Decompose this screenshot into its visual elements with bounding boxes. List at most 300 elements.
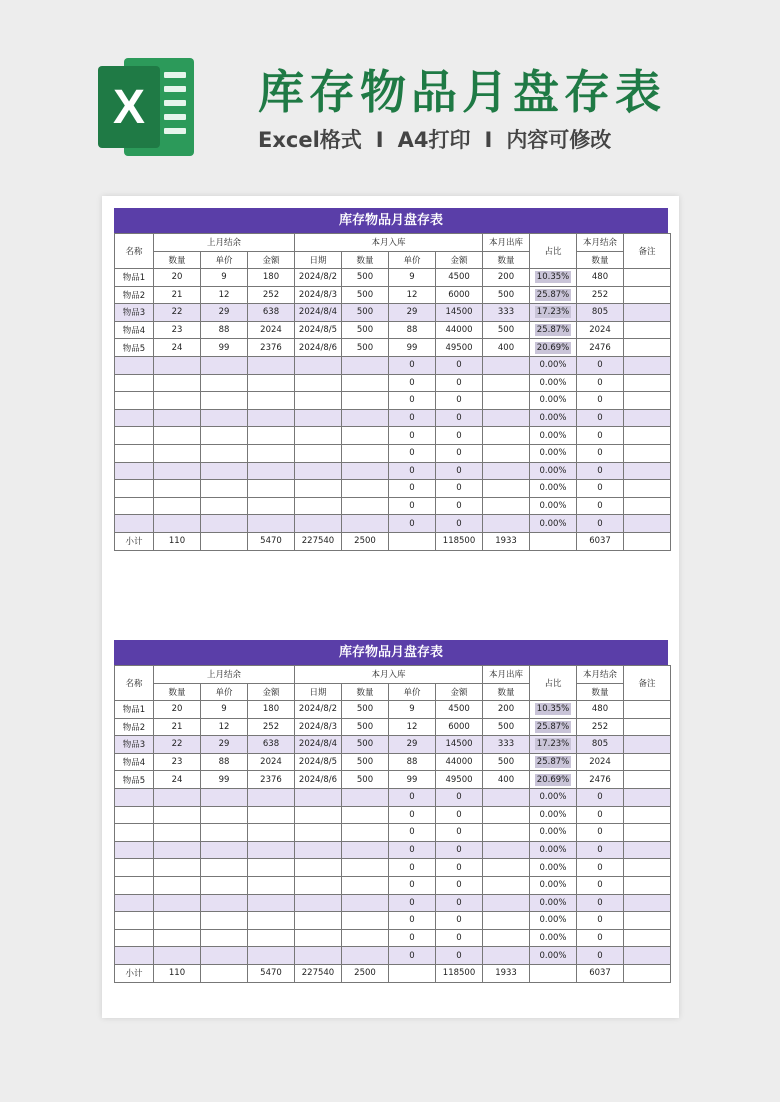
table-cell[interactable] — [154, 515, 201, 533]
table-cell[interactable] — [154, 859, 201, 877]
table-cell[interactable] — [530, 392, 577, 410]
table-cell[interactable] — [624, 286, 671, 304]
table-cell[interactable]: 0 — [577, 876, 624, 894]
table-cell[interactable]: 0 — [389, 409, 436, 427]
table-cell[interactable]: 2024 — [248, 753, 295, 771]
table-cell[interactable] — [530, 497, 577, 515]
table-cell[interactable]: 0 — [389, 806, 436, 824]
table-cell[interactable]: 49500 — [436, 771, 483, 789]
table-cell[interactable] — [342, 356, 389, 374]
table-cell[interactable] — [295, 444, 342, 462]
table-cell[interactable] — [530, 788, 577, 806]
table-cell[interactable]: 21 — [154, 286, 201, 304]
table-cell[interactable] — [154, 497, 201, 515]
table-cell[interactable] — [248, 894, 295, 912]
table-cell[interactable]: 0 — [577, 806, 624, 824]
table-cell[interactable] — [530, 912, 577, 930]
table-cell[interactable]: 29 — [389, 304, 436, 322]
table-cell[interactable]: 14500 — [436, 304, 483, 322]
table-cell[interactable] — [624, 444, 671, 462]
table-cell[interactable] — [530, 718, 577, 736]
table-cell[interactable] — [624, 841, 671, 859]
table-cell[interactable] — [624, 462, 671, 480]
table-cell[interactable] — [483, 876, 530, 894]
table-cell[interactable] — [530, 339, 577, 357]
table-cell[interactable]: 0 — [577, 894, 624, 912]
table-cell[interactable]: 2024/8/5 — [295, 321, 342, 339]
table-cell[interactable]: 29 — [389, 736, 436, 754]
table-cell[interactable] — [154, 806, 201, 824]
table-cell[interactable]: 22 — [154, 304, 201, 322]
table-cell[interactable] — [154, 409, 201, 427]
table-cell[interactable]: 0 — [389, 374, 436, 392]
table-cell[interactable] — [342, 894, 389, 912]
table-cell[interactable] — [624, 929, 671, 947]
table-cell[interactable]: 0 — [389, 788, 436, 806]
table-cell[interactable]: 2376 — [248, 339, 295, 357]
table-cell[interactable]: 物品5 — [115, 339, 154, 357]
table-cell[interactable]: 2476 — [577, 771, 624, 789]
table-cell[interactable]: 0 — [389, 876, 436, 894]
table-cell[interactable]: 物品2 — [115, 718, 154, 736]
table-cell[interactable] — [624, 497, 671, 515]
table-cell[interactable]: 0 — [577, 462, 624, 480]
table-cell[interactable] — [248, 806, 295, 824]
table-cell[interactable] — [530, 374, 577, 392]
table-cell[interactable]: 9 — [201, 701, 248, 719]
table-cell[interactable]: 6037 — [577, 532, 624, 550]
table-cell[interactable]: 252 — [248, 718, 295, 736]
table-cell[interactable] — [295, 427, 342, 445]
table-cell[interactable]: 0 — [436, 409, 483, 427]
table-cell[interactable] — [342, 515, 389, 533]
table-cell[interactable] — [624, 339, 671, 357]
table-cell[interactable] — [201, 894, 248, 912]
table-cell[interactable]: 0 — [389, 859, 436, 877]
table-cell[interactable] — [342, 392, 389, 410]
table-cell[interactable]: 0 — [389, 356, 436, 374]
table-cell[interactable] — [201, 392, 248, 410]
table-cell[interactable] — [154, 356, 201, 374]
table-cell[interactable] — [530, 304, 577, 322]
table-cell[interactable]: 805 — [577, 304, 624, 322]
table-cell[interactable]: 0 — [577, 374, 624, 392]
table-cell[interactable] — [624, 409, 671, 427]
table-cell[interactable] — [342, 427, 389, 445]
table-cell[interactable] — [201, 929, 248, 947]
table-cell[interactable]: 88 — [201, 753, 248, 771]
table-cell[interactable]: 9 — [389, 269, 436, 287]
table-cell[interactable] — [624, 824, 671, 842]
table-cell[interactable] — [295, 374, 342, 392]
table-cell[interactable]: 0 — [436, 392, 483, 410]
table-cell[interactable]: 0 — [436, 876, 483, 894]
table-cell[interactable] — [342, 409, 389, 427]
table-cell[interactable] — [154, 947, 201, 965]
table-cell[interactable]: 0 — [577, 480, 624, 498]
table-cell[interactable] — [201, 497, 248, 515]
table-cell[interactable]: 24 — [154, 339, 201, 357]
table-cell[interactable]: 0 — [389, 497, 436, 515]
table-cell[interactable]: 227540 — [295, 532, 342, 550]
table-cell[interactable] — [342, 444, 389, 462]
table-cell[interactable]: 0 — [436, 859, 483, 877]
table-cell[interactable] — [530, 771, 577, 789]
table-cell[interactable]: 180 — [248, 269, 295, 287]
table-cell[interactable]: 29 — [201, 736, 248, 754]
table-cell[interactable] — [530, 427, 577, 445]
table-cell[interactable]: 2024 — [577, 753, 624, 771]
table-cell[interactable] — [342, 374, 389, 392]
table-cell[interactable] — [154, 480, 201, 498]
table-cell[interactable]: 638 — [248, 736, 295, 754]
table-cell[interactable]: 0 — [436, 788, 483, 806]
table-cell[interactable]: 2024/8/6 — [295, 771, 342, 789]
table-cell[interactable] — [483, 515, 530, 533]
table-cell[interactable] — [483, 392, 530, 410]
table-cell[interactable]: 2024/8/3 — [295, 718, 342, 736]
table-cell[interactable] — [201, 462, 248, 480]
table-cell[interactable] — [115, 806, 154, 824]
table-cell[interactable] — [295, 947, 342, 965]
table-cell[interactable]: 1933 — [483, 964, 530, 982]
table-cell[interactable]: 0 — [436, 929, 483, 947]
table-cell[interactable] — [248, 788, 295, 806]
table-cell[interactable] — [624, 701, 671, 719]
table-cell[interactable] — [201, 824, 248, 842]
table-cell[interactable]: 24 — [154, 771, 201, 789]
table-cell[interactable] — [530, 929, 577, 947]
table-cell[interactable] — [154, 462, 201, 480]
table-cell[interactable] — [201, 859, 248, 877]
table-cell[interactable] — [248, 427, 295, 445]
table-cell[interactable] — [624, 392, 671, 410]
table-cell[interactable] — [248, 947, 295, 965]
table-cell[interactable] — [115, 392, 154, 410]
table-cell[interactable]: 0 — [577, 841, 624, 859]
table-cell[interactable] — [624, 374, 671, 392]
table-cell[interactable] — [342, 480, 389, 498]
table-cell[interactable] — [115, 894, 154, 912]
table-cell[interactable] — [201, 964, 248, 982]
table-cell[interactable] — [154, 929, 201, 947]
table-cell[interactable]: 0 — [436, 947, 483, 965]
table-cell[interactable] — [201, 841, 248, 859]
table-cell[interactable]: 88 — [389, 753, 436, 771]
table-cell[interactable] — [295, 806, 342, 824]
table-cell[interactable]: 12 — [389, 718, 436, 736]
table-cell[interactable] — [248, 929, 295, 947]
table-cell[interactable] — [624, 515, 671, 533]
table-cell[interactable] — [295, 462, 342, 480]
table-cell[interactable]: 物品1 — [115, 701, 154, 719]
table-cell[interactable] — [115, 480, 154, 498]
table-cell[interactable]: 2500 — [342, 964, 389, 982]
table-cell[interactable] — [201, 409, 248, 427]
table-cell[interactable]: 0 — [389, 894, 436, 912]
table-cell[interactable]: 500 — [342, 304, 389, 322]
table-cell[interactable]: 2024/8/3 — [295, 286, 342, 304]
table-cell[interactable]: 0 — [436, 806, 483, 824]
table-cell[interactable] — [530, 876, 577, 894]
table-cell[interactable]: 0 — [577, 947, 624, 965]
table-cell[interactable] — [530, 736, 577, 754]
table-cell[interactable] — [624, 894, 671, 912]
table-cell[interactable] — [295, 824, 342, 842]
table-cell[interactable] — [154, 894, 201, 912]
table-cell[interactable]: 物品3 — [115, 304, 154, 322]
table-cell[interactable] — [295, 480, 342, 498]
table-cell[interactable]: 333 — [483, 304, 530, 322]
table-cell[interactable]: 400 — [483, 339, 530, 357]
table-cell[interactable] — [154, 392, 201, 410]
table-cell[interactable]: 物品5 — [115, 771, 154, 789]
table-cell[interactable] — [248, 409, 295, 427]
table-cell[interactable]: 6037 — [577, 964, 624, 982]
table-cell[interactable] — [624, 480, 671, 498]
table-cell[interactable] — [248, 497, 295, 515]
table-cell[interactable]: 0 — [577, 912, 624, 930]
table-cell[interactable] — [115, 462, 154, 480]
table-cell[interactable] — [342, 929, 389, 947]
table-cell[interactable]: 0 — [436, 427, 483, 445]
table-cell[interactable] — [624, 947, 671, 965]
table-cell[interactable] — [483, 374, 530, 392]
table-cell[interactable] — [115, 841, 154, 859]
table-cell[interactable] — [115, 409, 154, 427]
table-cell[interactable] — [201, 947, 248, 965]
table-cell[interactable] — [201, 356, 248, 374]
table-cell[interactable] — [295, 788, 342, 806]
table-cell[interactable] — [295, 392, 342, 410]
table-cell[interactable] — [530, 824, 577, 842]
table-cell[interactable]: 200 — [483, 269, 530, 287]
table-cell[interactable] — [295, 894, 342, 912]
table-cell[interactable] — [624, 736, 671, 754]
table-cell[interactable] — [530, 753, 577, 771]
table-cell[interactable] — [624, 269, 671, 287]
table-cell[interactable]: 500 — [342, 286, 389, 304]
table-cell[interactable] — [154, 374, 201, 392]
table-cell[interactable]: 20 — [154, 701, 201, 719]
table-cell[interactable]: 500 — [342, 771, 389, 789]
table-cell[interactable] — [624, 788, 671, 806]
table-cell[interactable] — [624, 859, 671, 877]
table-cell[interactable]: 0 — [389, 427, 436, 445]
table-cell[interactable]: 0 — [436, 841, 483, 859]
table-cell[interactable] — [483, 806, 530, 824]
table-cell[interactable] — [342, 497, 389, 515]
table-cell[interactable] — [483, 427, 530, 445]
table-cell[interactable]: 88 — [389, 321, 436, 339]
table-cell[interactable]: 110 — [154, 964, 201, 982]
table-cell[interactable]: 9 — [201, 269, 248, 287]
table-cell[interactable] — [483, 788, 530, 806]
table-cell[interactable] — [248, 515, 295, 533]
table-cell[interactable] — [115, 788, 154, 806]
table-cell[interactable]: 99 — [389, 771, 436, 789]
table-cell[interactable]: 500 — [483, 286, 530, 304]
table-cell[interactable]: 小计 — [115, 532, 154, 550]
table-cell[interactable] — [115, 859, 154, 877]
table-cell[interactable]: 2024/8/6 — [295, 339, 342, 357]
table-cell[interactable] — [115, 515, 154, 533]
table-cell[interactable]: 480 — [577, 701, 624, 719]
table-cell[interactable]: 0 — [389, 824, 436, 842]
table-cell[interactable]: 0 — [436, 480, 483, 498]
table-cell[interactable] — [530, 515, 577, 533]
table-cell[interactable]: 400 — [483, 771, 530, 789]
table-cell[interactable] — [248, 841, 295, 859]
table-cell[interactable] — [483, 409, 530, 427]
table-cell[interactable] — [624, 806, 671, 824]
table-cell[interactable] — [115, 929, 154, 947]
table-cell[interactable]: 0 — [389, 462, 436, 480]
table-cell[interactable]: 12 — [389, 286, 436, 304]
table-cell[interactable] — [248, 462, 295, 480]
table-cell[interactable] — [248, 859, 295, 877]
table-cell[interactable]: 14500 — [436, 736, 483, 754]
table-cell[interactable] — [115, 374, 154, 392]
table-cell[interactable]: 0 — [436, 824, 483, 842]
table-cell[interactable]: 0 — [577, 515, 624, 533]
table-cell[interactable] — [483, 462, 530, 480]
table-cell[interactable] — [115, 497, 154, 515]
table-cell[interactable] — [530, 480, 577, 498]
table-cell[interactable]: 1933 — [483, 532, 530, 550]
table-cell[interactable]: 110 — [154, 532, 201, 550]
table-cell[interactable] — [295, 841, 342, 859]
table-cell[interactable]: 0 — [577, 824, 624, 842]
table-cell[interactable]: 0 — [577, 409, 624, 427]
table-cell[interactable]: 0 — [389, 392, 436, 410]
table-cell[interactable]: 2024 — [248, 321, 295, 339]
table-cell[interactable]: 252 — [248, 286, 295, 304]
table-cell[interactable] — [115, 356, 154, 374]
table-cell[interactable] — [483, 912, 530, 930]
table-cell[interactable] — [248, 392, 295, 410]
table-cell[interactable]: 500 — [342, 736, 389, 754]
table-cell[interactable] — [115, 824, 154, 842]
table-cell[interactable] — [248, 876, 295, 894]
table-cell[interactable]: 0 — [436, 444, 483, 462]
table-cell[interactable]: 物品2 — [115, 286, 154, 304]
table-cell[interactable]: 0 — [436, 462, 483, 480]
table-cell[interactable]: 12 — [201, 718, 248, 736]
table-cell[interactable] — [342, 876, 389, 894]
table-cell[interactable]: 500 — [342, 701, 389, 719]
table-cell[interactable]: 0 — [436, 912, 483, 930]
table-cell[interactable] — [624, 321, 671, 339]
table-cell[interactable]: 49500 — [436, 339, 483, 357]
table-cell[interactable] — [530, 806, 577, 824]
table-cell[interactable] — [295, 409, 342, 427]
table-cell[interactable]: 12 — [201, 286, 248, 304]
table-cell[interactable]: 500 — [342, 321, 389, 339]
table-cell[interactable] — [483, 859, 530, 877]
table-cell[interactable]: 118500 — [436, 532, 483, 550]
table-cell[interactable]: 99 — [201, 339, 248, 357]
table-cell[interactable] — [483, 841, 530, 859]
table-cell[interactable]: 0 — [577, 356, 624, 374]
table-cell[interactable] — [248, 444, 295, 462]
table-cell[interactable]: 0 — [577, 929, 624, 947]
table-cell[interactable] — [342, 806, 389, 824]
table-cell[interactable] — [624, 912, 671, 930]
table-cell[interactable] — [115, 912, 154, 930]
table-cell[interactable] — [483, 894, 530, 912]
table-cell[interactable]: 2376 — [248, 771, 295, 789]
table-cell[interactable] — [530, 894, 577, 912]
table-cell[interactable]: 500 — [483, 718, 530, 736]
table-cell[interactable]: 500 — [483, 753, 530, 771]
table-cell[interactable]: 500 — [483, 321, 530, 339]
table-cell[interactable] — [530, 964, 577, 982]
table-cell[interactable]: 物品1 — [115, 269, 154, 287]
table-cell[interactable] — [201, 912, 248, 930]
table-cell[interactable] — [530, 462, 577, 480]
table-cell[interactable]: 805 — [577, 736, 624, 754]
table-cell[interactable]: 200 — [483, 701, 530, 719]
table-cell[interactable]: 99 — [201, 771, 248, 789]
table-cell[interactable]: 物品4 — [115, 753, 154, 771]
table-cell[interactable]: 23 — [154, 321, 201, 339]
table-cell[interactable]: 物品3 — [115, 736, 154, 754]
table-cell[interactable]: 物品4 — [115, 321, 154, 339]
table-cell[interactable]: 22 — [154, 736, 201, 754]
table-cell[interactable] — [248, 480, 295, 498]
table-cell[interactable] — [154, 912, 201, 930]
table-cell[interactable] — [483, 356, 530, 374]
table-cell[interactable]: 29 — [201, 304, 248, 322]
table-cell[interactable] — [624, 753, 671, 771]
table-cell[interactable] — [295, 912, 342, 930]
table-cell[interactable] — [295, 876, 342, 894]
table-cell[interactable] — [201, 532, 248, 550]
table-cell[interactable] — [201, 806, 248, 824]
table-cell[interactable]: 88 — [201, 321, 248, 339]
table-cell[interactable]: 0 — [577, 788, 624, 806]
table-cell[interactable] — [389, 532, 436, 550]
table-cell[interactable] — [530, 701, 577, 719]
table-cell[interactable]: 500 — [342, 339, 389, 357]
table-cell[interactable] — [624, 304, 671, 322]
table-cell[interactable]: 0 — [436, 894, 483, 912]
table-cell[interactable]: 0 — [436, 374, 483, 392]
table-cell[interactable]: 20 — [154, 269, 201, 287]
table-cell[interactable] — [624, 964, 671, 982]
table-cell[interactable] — [530, 269, 577, 287]
table-cell[interactable]: 0 — [577, 392, 624, 410]
table-cell[interactable] — [201, 427, 248, 445]
table-cell[interactable] — [530, 286, 577, 304]
table-cell[interactable]: 23 — [154, 753, 201, 771]
table-cell[interactable] — [342, 462, 389, 480]
table-cell[interactable]: 500 — [342, 753, 389, 771]
table-cell[interactable]: 500 — [342, 718, 389, 736]
table-cell[interactable]: 9 — [389, 701, 436, 719]
table-cell[interactable]: 252 — [577, 718, 624, 736]
table-cell[interactable]: 227540 — [295, 964, 342, 982]
table-cell[interactable]: 21 — [154, 718, 201, 736]
table-cell[interactable]: 2024/8/2 — [295, 269, 342, 287]
table-cell[interactable] — [624, 356, 671, 374]
table-cell[interactable]: 0 — [436, 356, 483, 374]
table-cell[interactable] — [483, 444, 530, 462]
table-cell[interactable]: 2476 — [577, 339, 624, 357]
table-cell[interactable] — [295, 356, 342, 374]
table-cell[interactable] — [530, 947, 577, 965]
